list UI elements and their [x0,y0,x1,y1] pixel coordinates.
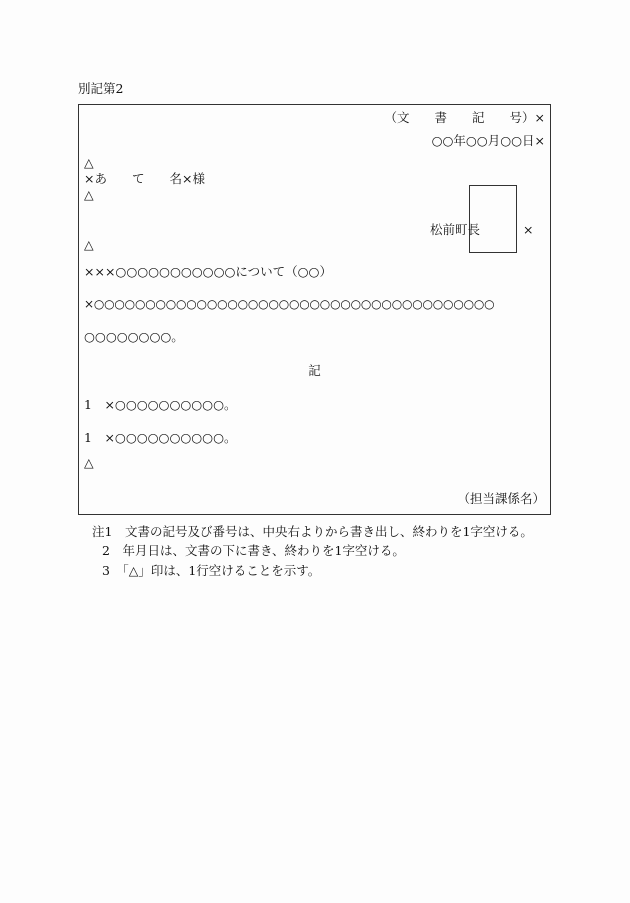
note-1: 注1 文書の記号及び番号は、中央右よりから書き出し、終わりを1字空ける。 [92,524,533,539]
ki-heading: 記 [308,363,321,378]
note-2: 2 年月日は、文書の下に書き、終わりを1字空ける。 [102,543,405,558]
blank-line-mark: △ [84,237,94,252]
sender-name: 松前町長 [430,222,481,237]
item-2: 1 ×○○○○○○○○○○。 [84,430,237,445]
blank-line-mark: △ [84,155,94,170]
contact-section: （担当課係名） [457,491,545,506]
header-label: 別記第2 [78,81,124,96]
note-3: 3 「△」印は、1行空けることを示す。 [102,563,321,578]
seal-box [469,185,517,253]
blank-line-mark: △ [84,455,94,470]
sender-mark: × [523,222,534,237]
addressee: ×あ て 名×様 [84,171,205,186]
subject-line: ×××○○○○○○○○○○○について（○○） [84,264,332,279]
document-number: （文 書 記 号）× [384,110,545,125]
body-line-1: ×○○○○○○○○○○○○○○○○○○○○○○○○○○○○○○○○○○○○○○○ [84,297,495,311]
blank-line-mark: △ [84,187,94,202]
document-date: ○○年○○月○○日× [431,133,545,148]
body-line-2: ○○○○○○○○。 [84,329,184,344]
item-1: 1 ×○○○○○○○○○○。 [84,397,237,412]
